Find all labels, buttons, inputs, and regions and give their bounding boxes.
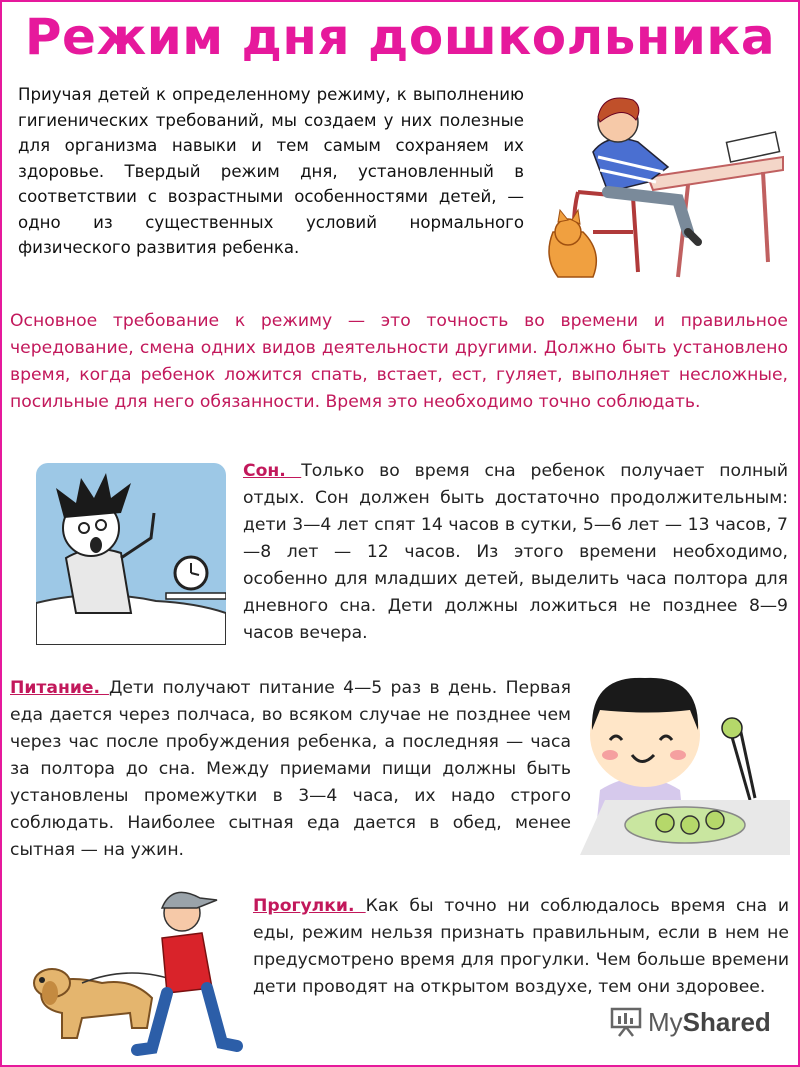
girl-eating-illustration xyxy=(580,670,790,860)
sleep-text: Только во время сна ребенок получает полный отдых. Сон должен быть достаточно продолжительным: дети 3—4 лет спят 14 часов в сутки, 5—6 лет — 13 часов, 7—8 лет — 12 часов. Из этого времени необходимо, особенно для младших детей, выделить часа полтора для дневного сна. Дети должны ложиться не позднее 8—9 часов вечера. xyxy=(243,461,788,643)
walks-section xyxy=(253,893,789,1001)
myshared-watermark xyxy=(610,1004,780,1040)
nutrition-section xyxy=(10,675,571,864)
sleep-section xyxy=(243,458,788,647)
waking-boy-illustration xyxy=(36,463,226,645)
page-title: Режим дня дошкольника xyxy=(24,8,776,66)
nutrition-heading: Питание. xyxy=(10,678,109,698)
nutrition-text: Дети получают питание 4—5 раз в день. Первая еда дается через полчаса, во всяком случае не позднее чем через час после пробуждения ребенка, а последняя — часа за полтора до сна. Между приемами пищи должны быть установлены промежутки в 3—4 часа, их надо строго соблюдать. Наиболее сытная еда дается в обед, менее сытная — на ужин. xyxy=(10,678,571,860)
main-requirement-paragraph: Основное требование к режиму — это точность во времени и правильное чередование, смена одних видов деятельности другими. Должно быть установлено время, когда ребенок ложится спать, встает, ест, гуляет, выполняет несложные, посильные для него обязанности. Время это необходимо точно соблюдать. xyxy=(10,311,788,412)
presentation-icon xyxy=(610,1007,642,1037)
walks-heading: Прогулки. xyxy=(253,896,366,916)
boy-studying-illustration xyxy=(538,82,788,282)
intro-paragraph: Приучая детей к определенному режиму, к выполнению гигиенических требований, мы создаем у них полезные для организма навыки и тем самым сохраняем их здоровье. Твердый режим дня, установленный в соответствии с возрастными особенностями детей, — одно из существенных условий нормального физического развития ребенка. xyxy=(18,85,524,257)
sleep-heading: Сон. xyxy=(243,461,302,481)
logo-text: MyShared xyxy=(648,1006,771,1037)
walks-text: Как бы точно ни соблюдалось время сна и еды, режим нельзя признать правильным, если в нем не предусмотрено время для прогулки. Чем больше времени дети проводят на открытом воздухе, тем они здоровее. xyxy=(253,896,789,997)
boy-walking-dog-illustration xyxy=(22,878,254,1060)
